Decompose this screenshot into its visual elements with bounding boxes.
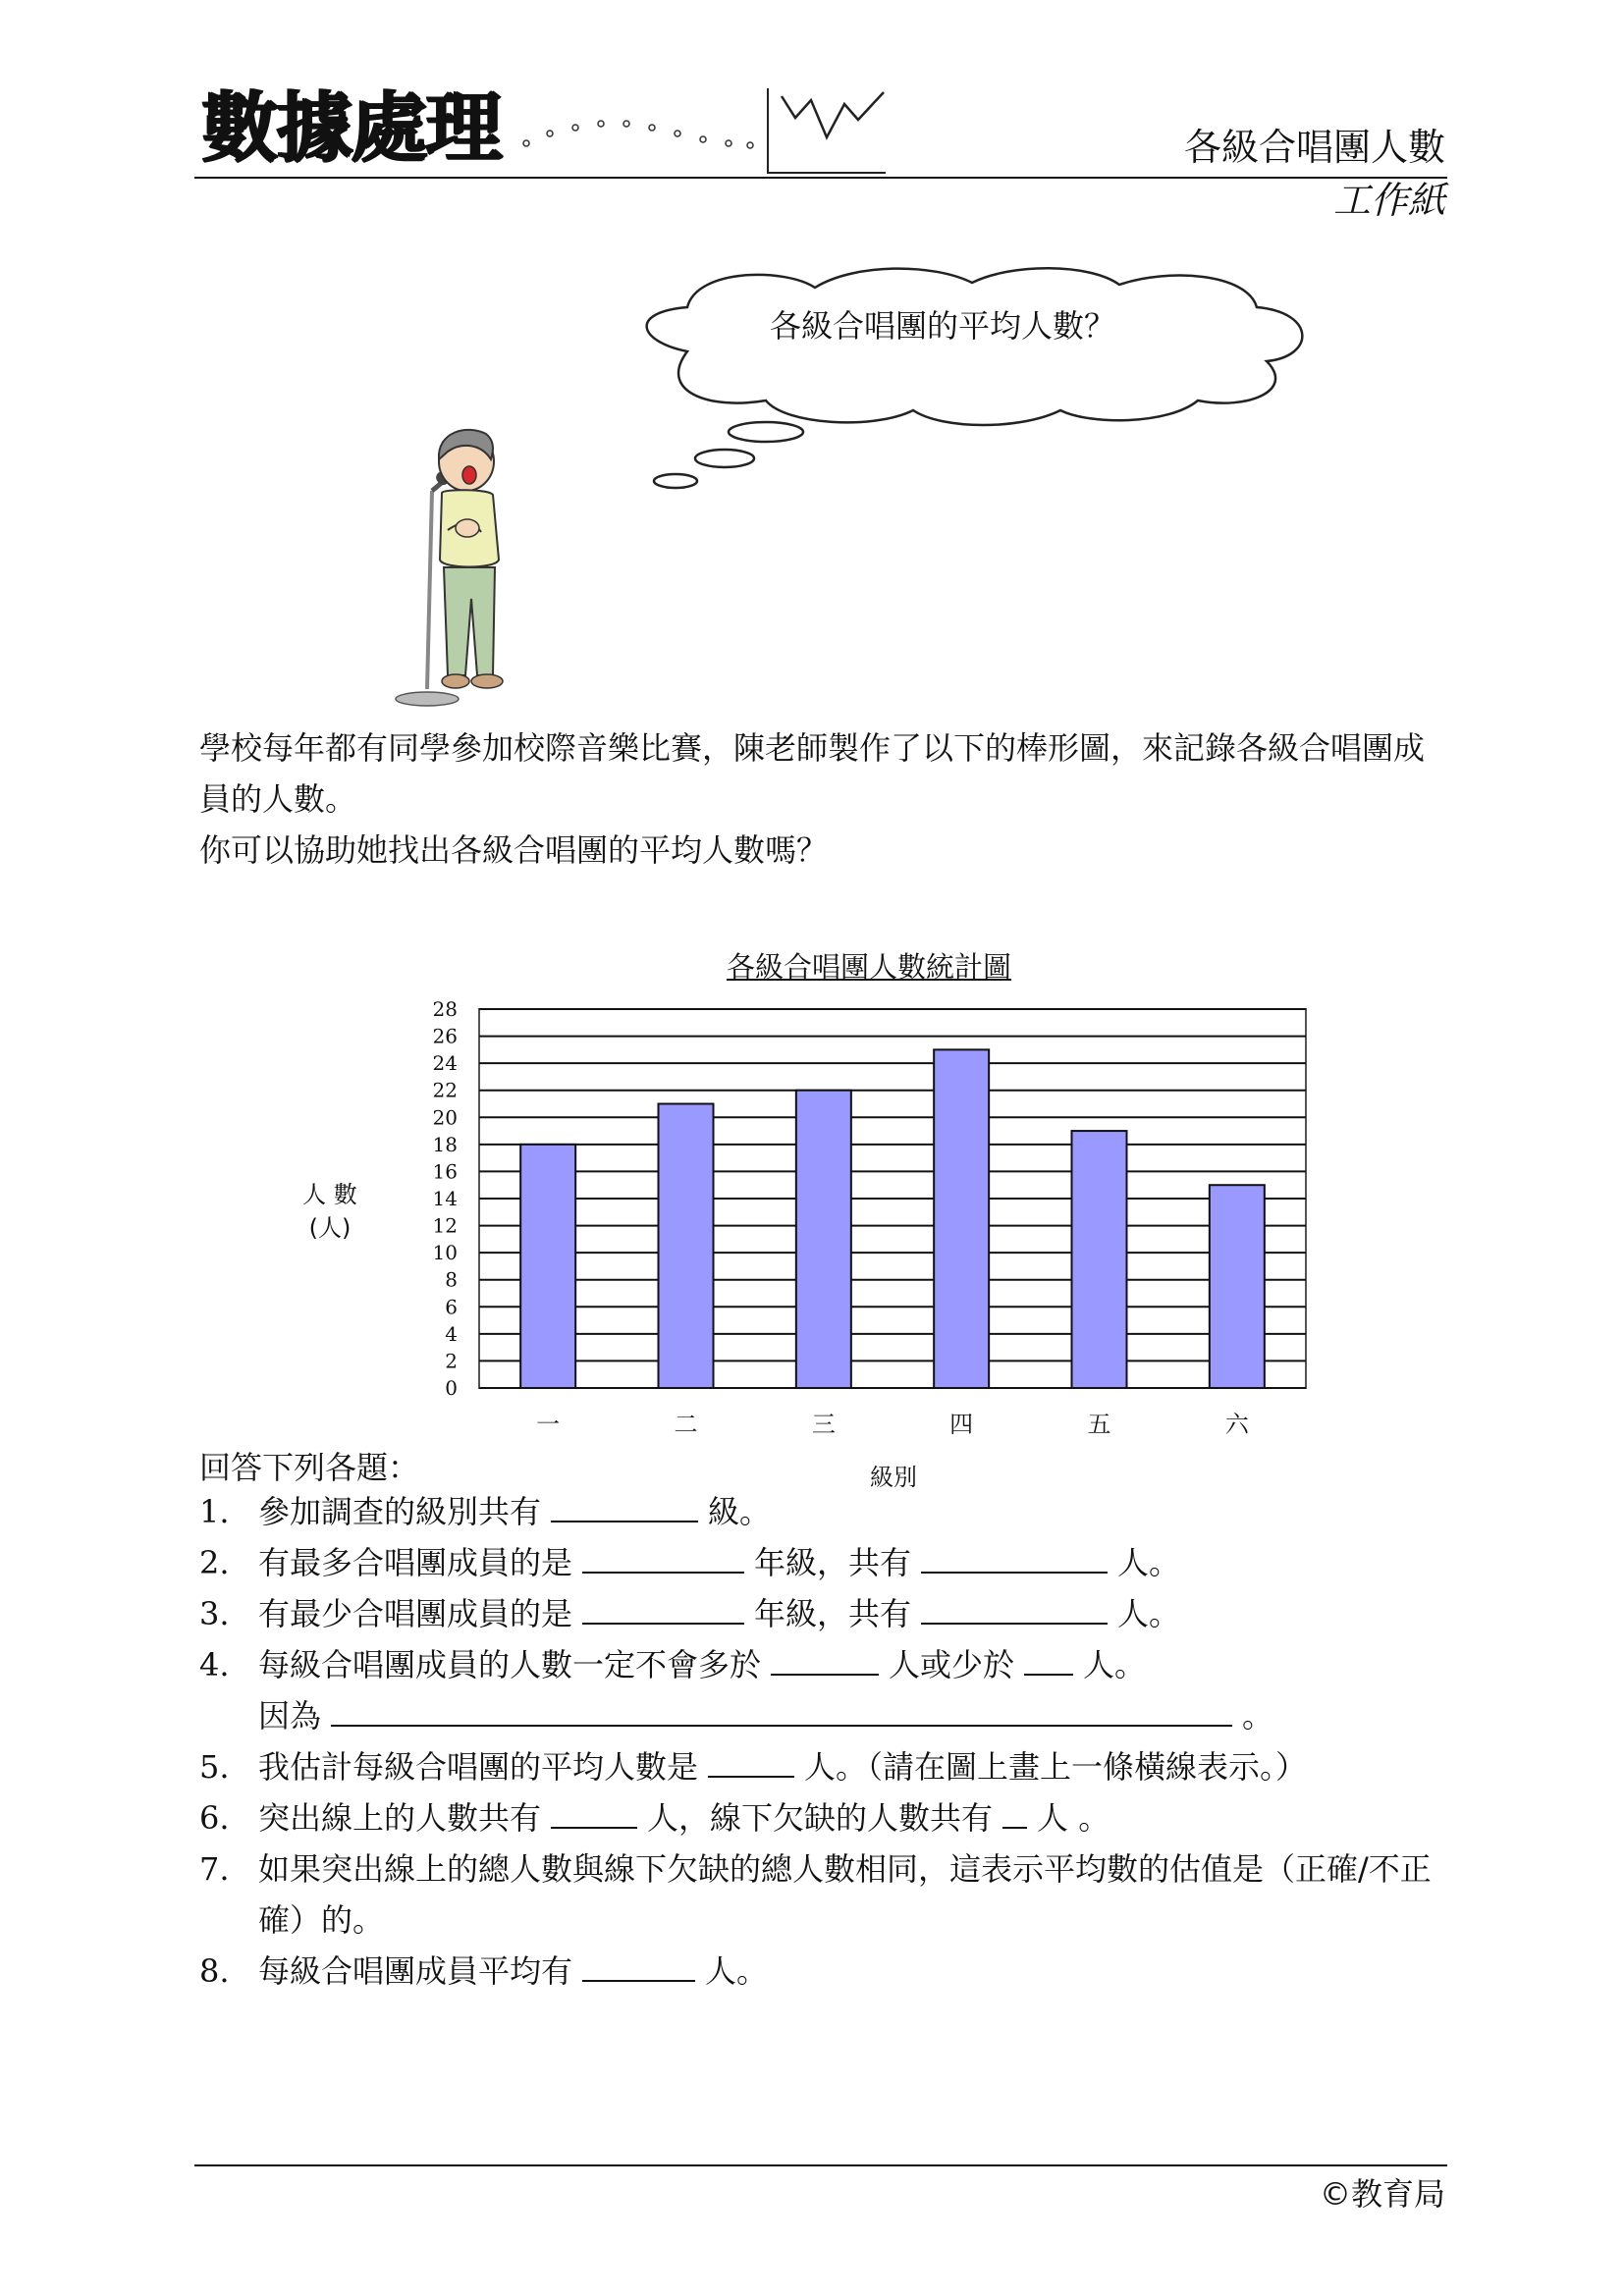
- cloud-question: 各級合唱團的平均人數？: [769, 307, 1115, 345]
- y-tick-label: 24: [432, 1051, 458, 1076]
- y-tick-label: 0: [445, 1376, 458, 1400]
- y-tick-label: 28: [432, 997, 458, 1021]
- question-number: 3.: [199, 1595, 230, 1632]
- y-axis-label-line2: (人): [308, 1214, 352, 1242]
- question-text: 因為: [258, 1697, 322, 1735]
- singer-illustration: [383, 422, 530, 717]
- question-number: 2.: [199, 1544, 230, 1581]
- question-8: [199, 1946, 1448, 1997]
- answer-blank[interactable]: [582, 1542, 744, 1574]
- x-tick-label: 六: [1224, 1411, 1249, 1438]
- question-6: [199, 1792, 1448, 1843]
- question-text: 每級合唱團成員平均有: [258, 1952, 573, 1990]
- question-text: 級。: [708, 1493, 772, 1530]
- question-text: 人。: [1083, 1646, 1147, 1683]
- question-5: [199, 1741, 1448, 1792]
- question-text: 。: [1242, 1697, 1274, 1735]
- bar-4: [934, 1049, 989, 1388]
- intro-paragraph: 學校每年都有同學參加校際音樂比賽，陳老師製作了以下的棒形圖，來記錄各級合唱團成員的人數。: [199, 729, 1426, 818]
- y-axis-label-line1: 人 數: [302, 1181, 357, 1208]
- question-text: 人，線下欠缺的人數共有: [647, 1799, 994, 1837]
- bar-6: [1210, 1185, 1265, 1388]
- bar-5: [1072, 1131, 1127, 1388]
- answer-blank[interactable]: [1024, 1644, 1073, 1676]
- footer-rule: [194, 2164, 1447, 2166]
- questions-list: [199, 1486, 1448, 1997]
- y-tick-label: 16: [432, 1159, 458, 1184]
- intro-text: [199, 722, 1448, 876]
- answer-blank[interactable]: [582, 1950, 695, 1982]
- y-tick-label: 12: [432, 1213, 458, 1238]
- answer-blank[interactable]: [331, 1695, 1232, 1727]
- line-graph-decoration: [511, 79, 903, 177]
- x-tick-label: 三: [811, 1411, 836, 1438]
- y-tick-label: 2: [445, 1349, 458, 1373]
- page-title: 數據處理: [201, 84, 501, 173]
- y-tick-label: 14: [432, 1187, 458, 1210]
- header-rule: [194, 177, 1447, 179]
- question-text: 年級，共有: [754, 1544, 912, 1581]
- question-text: 參加調查的級別共有: [258, 1493, 542, 1530]
- question-number: 7.: [199, 1850, 230, 1888]
- y-tick-label: 10: [432, 1241, 458, 1265]
- bar-1: [520, 1145, 575, 1388]
- bar-3: [796, 1091, 851, 1388]
- y-tick-label: 6: [445, 1295, 458, 1319]
- y-tick-label: 22: [432, 1078, 458, 1102]
- question-2: [199, 1537, 1448, 1588]
- y-tick-label: 18: [432, 1132, 458, 1156]
- question-text: 突出線上的人數共有: [258, 1799, 542, 1837]
- x-tick-label: 一: [536, 1411, 561, 1438]
- chart-title: 各級合唱團人數統計圖: [727, 950, 1012, 984]
- copyright: ©教育局: [1319, 2175, 1445, 2213]
- question-1: [199, 1486, 1448, 1537]
- question-text: 人或少於: [889, 1646, 1015, 1683]
- answer-blank[interactable]: [582, 1593, 744, 1625]
- answer-blank[interactable]: [551, 1797, 637, 1829]
- y-tick-label: 8: [445, 1267, 458, 1292]
- bar-chart: [295, 991, 1335, 1453]
- bar-2: [659, 1104, 714, 1389]
- y-tick-label: 4: [445, 1321, 458, 1346]
- question-text: 每級合唱團成員的人數一定不會多於: [258, 1646, 762, 1683]
- question-number: 4.: [199, 1646, 230, 1683]
- y-tick-label: 20: [432, 1105, 458, 1130]
- question-text: 有最少合唱團成員的是: [258, 1595, 573, 1632]
- y-axis-label: [300, 1178, 359, 1245]
- x-tick-label: 五: [1087, 1411, 1111, 1438]
- answer-blank[interactable]: [708, 1746, 794, 1778]
- question-text: 人 。: [1037, 1799, 1110, 1837]
- answer-blank[interactable]: [771, 1644, 879, 1676]
- answer-blank[interactable]: [551, 1491, 698, 1522]
- x-tick-label: 二: [674, 1411, 698, 1438]
- y-tick-label: 26: [432, 1024, 458, 1048]
- question-number: 5.: [199, 1748, 230, 1786]
- x-tick-label: 四: [949, 1411, 974, 1438]
- question-3: [199, 1588, 1448, 1639]
- question-7: [199, 1843, 1448, 1946]
- question-number: 1.: [199, 1493, 230, 1530]
- thought-cloud: [619, 263, 1335, 499]
- worksheet-type: 工作紙: [1332, 179, 1445, 222]
- question-text: 年級，共有: [754, 1595, 912, 1632]
- answer-blank[interactable]: [1002, 1797, 1027, 1829]
- questions-heading: 回答下列各題：: [199, 1449, 420, 1486]
- question-text: 人。: [705, 1952, 769, 1990]
- question-text: 人。（請在圖上畫上一條橫線表示。）: [804, 1748, 1308, 1786]
- question-text: 如果突出線上的總人數與線下欠缺的總人數相同，這表示平均數的估值是（正確/不正確）的。: [258, 1850, 1432, 1939]
- answer-blank[interactable]: [921, 1593, 1108, 1625]
- question-number: 8.: [199, 1952, 230, 1990]
- question-text: 人。: [1117, 1544, 1181, 1581]
- answer-blank[interactable]: [921, 1542, 1108, 1574]
- question-4: [199, 1639, 1448, 1741]
- worksheet-topic: 各級合唱團人數: [1183, 126, 1445, 169]
- question-text: 有最多合唱團成員的是: [258, 1544, 573, 1581]
- intro-question: 你可以協助她找出各級合唱團的平均人數嗎？: [199, 831, 829, 869]
- question-text: 我估計每級合唱團的平均人數是: [258, 1748, 699, 1786]
- x-axis-label: 級別: [870, 1464, 917, 1491]
- question-text: 人。: [1117, 1595, 1181, 1632]
- question-number: 6.: [199, 1799, 230, 1837]
